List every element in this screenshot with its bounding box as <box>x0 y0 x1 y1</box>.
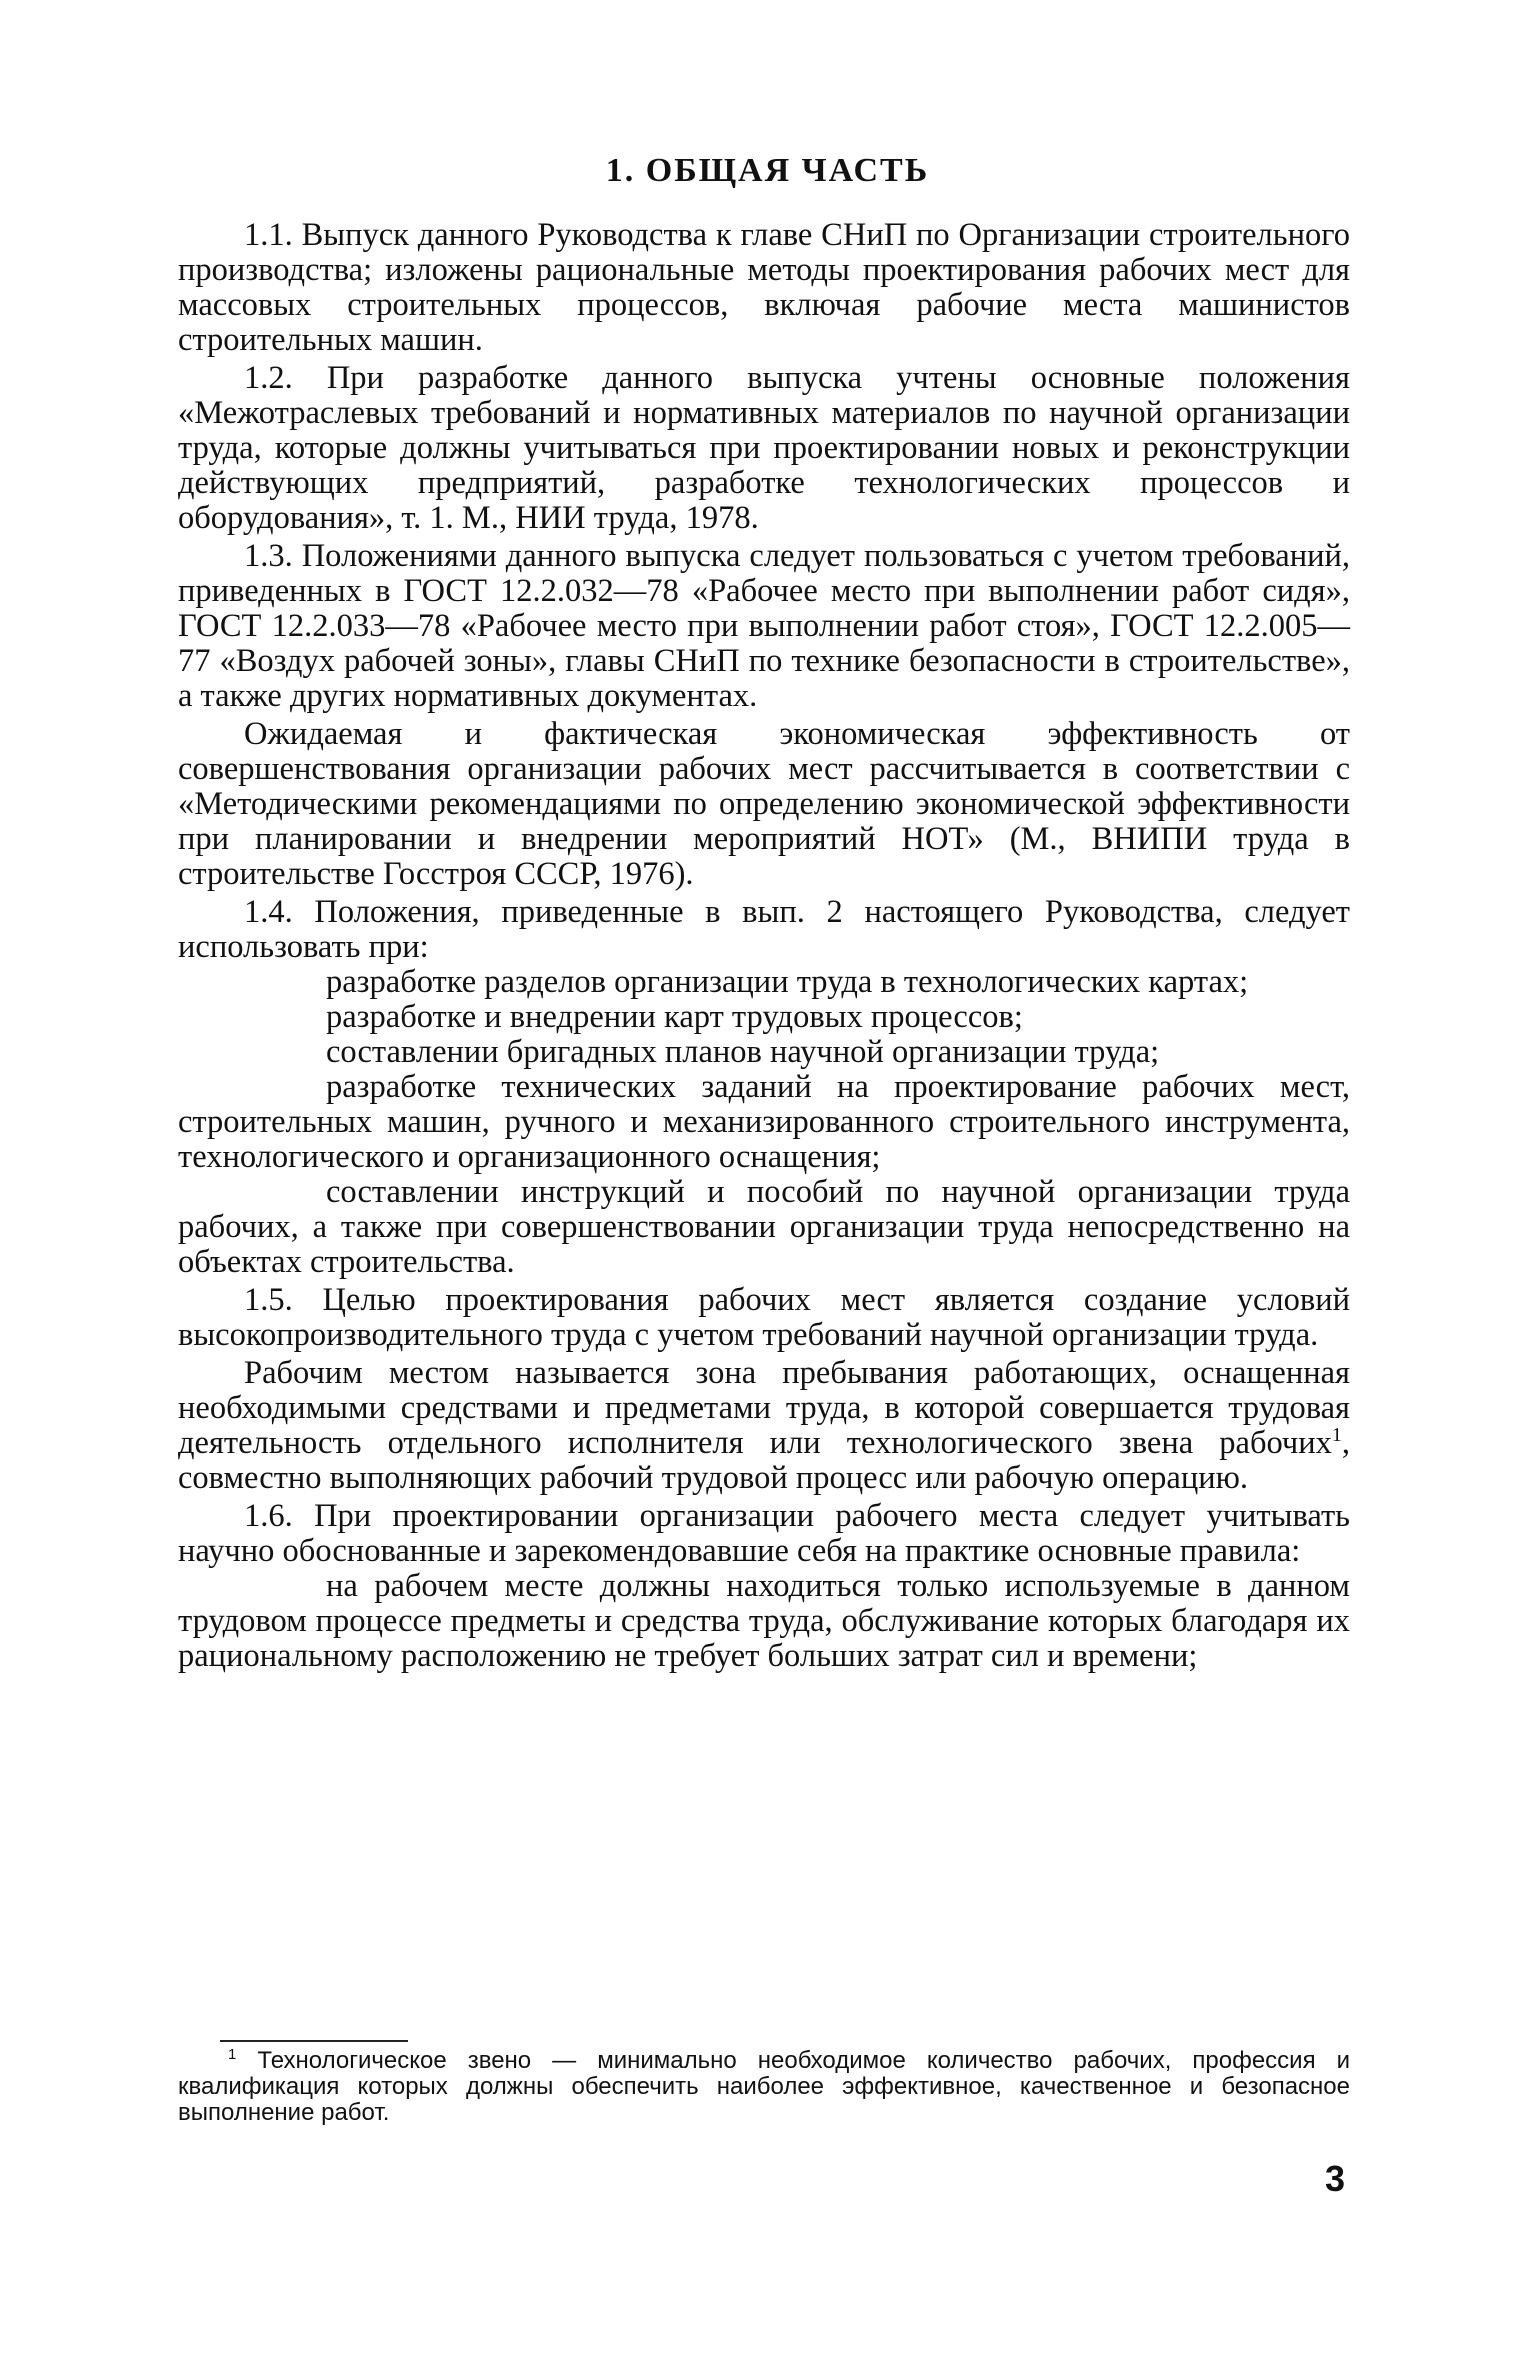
paragraph-1-3: 1.3. Положениями данного выпуска следует пользоваться с учетом требований, приведенных в ГОСТ 12.2.032—78 «Рабочее место при выполнении работ сидя», ГОСТ 12.2.033—78 «Рабочее место при выполнении работ стоя», ГОСТ 12.2.005—77 «Воздух рабочей зоны», главы СНиП по технике безопасности в строительстве», а также других нормативных документах. <box>178 538 1350 714</box>
paragraph-1-1: 1.1. Выпуск данного Руководства к главе СНиП по Организации строительного производства; изложены рациональные методы проектирования рабочих мест для массовых строительных процессов, включая рабочие места машинистов строительных машин. <box>178 217 1350 358</box>
body-text <box>178 218 1350 1674</box>
paragraph-efficiency: Ожидаемая и фактическая экономическая эффективность от совершенствования организации рабочих мест рассчитывается в соответствии с «Методическими рекомендациями по определению экономической эффективности при планировании и внедрении мероприятий НОТ» (М., ВНИПИ труда в строительстве Госстроя СССР, 1976). <box>178 716 1350 892</box>
paragraph-1-2: 1.2. При разработке данного выпуска учтены основные положения «Межотраслевых требований и нормативных материалов по научной организации труда, которые должны учитываться при проектировании новых и реконструкции действующих предприятий, разработке технологических процессов и оборудования», т. 1. М., НИИ труда, 1978. <box>178 360 1350 536</box>
footnote-divider <box>220 2040 408 2042</box>
list-item: разработке технических заданий на проектирование рабочих мест, строительных машин, ручного и механизированного строительного инструмента, технологического и организационного оснащения; <box>178 1069 1350 1175</box>
footnote-mark: 1 <box>1331 1424 1342 1447</box>
list-item: на рабочем месте должны находиться только используемые в данном трудовом процессе предметы и средства труда, обслуживание которых благодаря их рациональному расположению не требует больших затрат сил и времени; <box>178 1568 1350 1674</box>
paragraph-workplace <box>178 1356 1350 1496</box>
footnote-text: Технологическое звено — минимально необходимое количество рабочих, профессия и квалификация которых должны обеспечить наиболее эффективное, качественное и безопасное выполнение работ. <box>178 2047 1351 2126</box>
workplace-text-end: , совместно выполняющих рабочий трудовой процесс или рабочую операцию. <box>178 1425 1350 1496</box>
footnote-number: 1 <box>228 2046 237 2063</box>
paragraph-1-6: 1.6. При проектировании организации рабочего места следует учитывать научно обоснованные и зарекомендовавшие себя на практике основные правила: <box>178 1498 1350 1569</box>
section-title: 1. ОБЩАЯ ЧАСТЬ <box>605 152 930 189</box>
list-item: составлении инструкций и пособий по научной организации труда рабочих, а также при совершенствовании организации труда непосредственно на объектах строительства. <box>178 1174 1350 1280</box>
page-number: 3 <box>1324 2158 1345 2199</box>
list-item: разработке и внедрении карт трудовых процессов; <box>326 999 1023 1035</box>
paragraph-1-5: 1.5. Целью проектирования рабочих мест является создание условий высокопроизводительного труда с учетом требований научной организации труда. <box>178 1282 1350 1353</box>
paragraph-1-4: 1.4. Положения, приведенные в вып. 2 настоящего Руководства, следует использовать при: <box>178 894 1350 965</box>
list-item: составлении бригадных планов научной организации труда; <box>326 1034 1160 1070</box>
list-item: разработке разделов организации труда в технологических картах; <box>326 964 1249 1000</box>
footnote <box>178 2048 1350 2126</box>
workplace-text-start: Рабочим местом называется зона пребывания работающих, оснащенная необходимыми средствами и предметами труда, в которой совершается трудовая деятельность отдельного исполнителя или технологического звена рабочих <box>178 1355 1350 1461</box>
